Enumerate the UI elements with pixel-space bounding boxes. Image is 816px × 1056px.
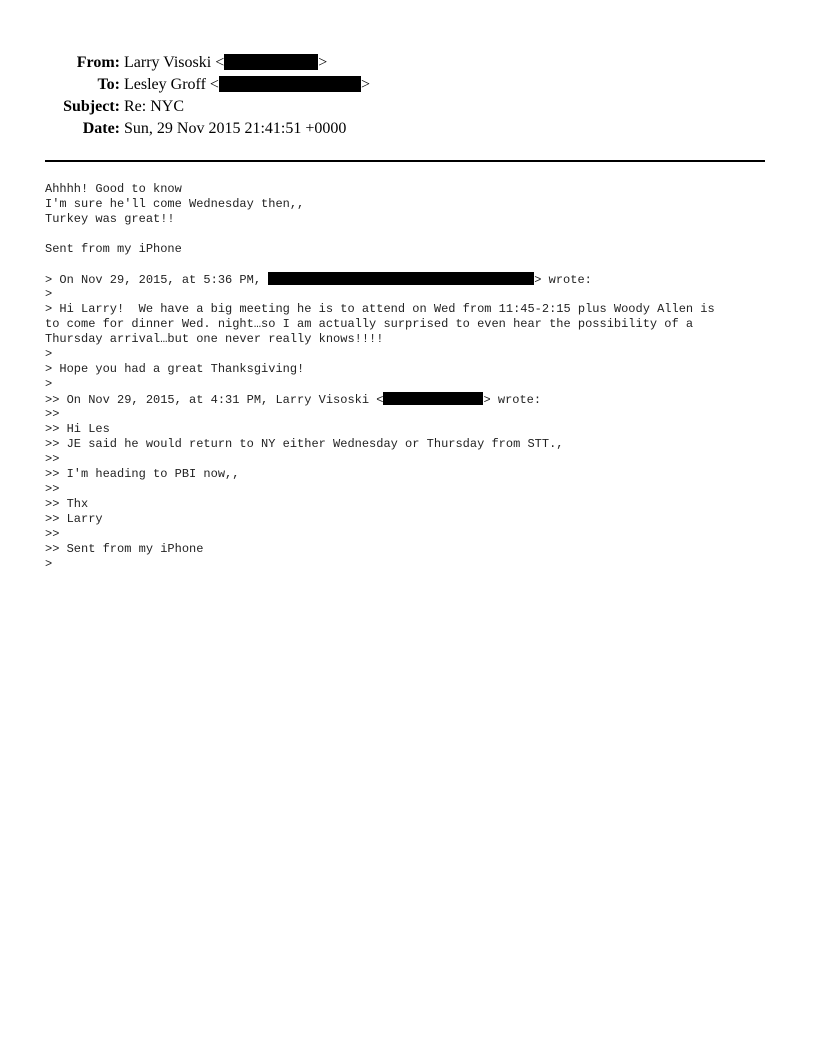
- body-line: to come for dinner Wed. night…so I am actually surprised to even hear the possibility of a: [45, 317, 694, 331]
- header-divider: [45, 160, 765, 162]
- from-label: From:: [76, 54, 120, 71]
- to-close-bracket: >: [360, 76, 370, 93]
- to-value: [124, 74, 370, 96]
- to-name: Lesley Groff: [124, 76, 206, 93]
- body-line: >> Thx: [45, 497, 89, 511]
- body-line: >: [45, 377, 53, 391]
- quoted-header-text: > On Nov 29, 2015, at 5:36 PM,: [45, 273, 262, 287]
- quoted-header-line: [45, 272, 785, 287]
- body-line: >>: [45, 407, 60, 421]
- body-line: >> Sent from my iPhone: [45, 542, 204, 556]
- body-line: I'm sure he'll come Wednesday then,,: [45, 197, 305, 211]
- body-line: >> I'm heading to PBI now,,: [45, 467, 240, 481]
- to-open-bracket: <: [209, 76, 219, 93]
- wrote-suffix: > wrote:: [483, 393, 542, 407]
- email-body: [45, 182, 785, 572]
- date-label: Date:: [82, 120, 120, 137]
- redacted-email: [383, 392, 483, 405]
- from-name: Larry Visoski: [124, 54, 212, 71]
- quoted-header-line: [45, 392, 785, 407]
- body-line: >> Larry: [45, 512, 103, 526]
- from-open-bracket: <: [215, 54, 225, 71]
- body-line: >> JE said he would return to NY either Wednesday or Thursday from STT.,: [45, 437, 564, 451]
- body-line: Ahhhh! Good to know: [45, 182, 182, 196]
- body-line: >>: [45, 527, 60, 541]
- quoted-header-text: >> On Nov 29, 2015, at 4:31 PM, Larry Visoski <: [45, 393, 384, 407]
- redacted-email: [224, 54, 318, 70]
- body-line: >>: [45, 482, 60, 496]
- date-value: Sun, 29 Nov 2015 21:41:51 +0000: [124, 120, 347, 137]
- body-line: > Hope you had a great Thanksgiving!: [45, 362, 305, 376]
- redacted-sender: [268, 272, 534, 285]
- body-line: >>: [45, 452, 60, 466]
- from-value: [124, 52, 327, 74]
- body-line: [45, 227, 785, 242]
- body-line: >: [45, 557, 53, 571]
- subject-value: Re: NYC: [124, 98, 184, 115]
- from-close-bracket: >: [318, 54, 328, 71]
- body-line: >: [45, 347, 53, 361]
- body-line: > Hi Larry! We have a big meeting he is to attend on Wed from 11:45-2:15 plus Woody Allen is: [45, 302, 715, 316]
- to-label: To:: [97, 76, 120, 93]
- wrote-suffix: > wrote:: [534, 273, 592, 287]
- body-line: Turkey was great!!: [45, 212, 175, 226]
- body-line: Thursday arrival…but one never really knows!!!!: [45, 332, 384, 346]
- subject-label: Subject:: [63, 98, 120, 115]
- redacted-email: [219, 76, 361, 92]
- body-line: [45, 257, 785, 272]
- body-line: >: [45, 287, 53, 301]
- body-line: Sent from my iPhone: [45, 242, 182, 256]
- body-line: >> Hi Les: [45, 422, 110, 436]
